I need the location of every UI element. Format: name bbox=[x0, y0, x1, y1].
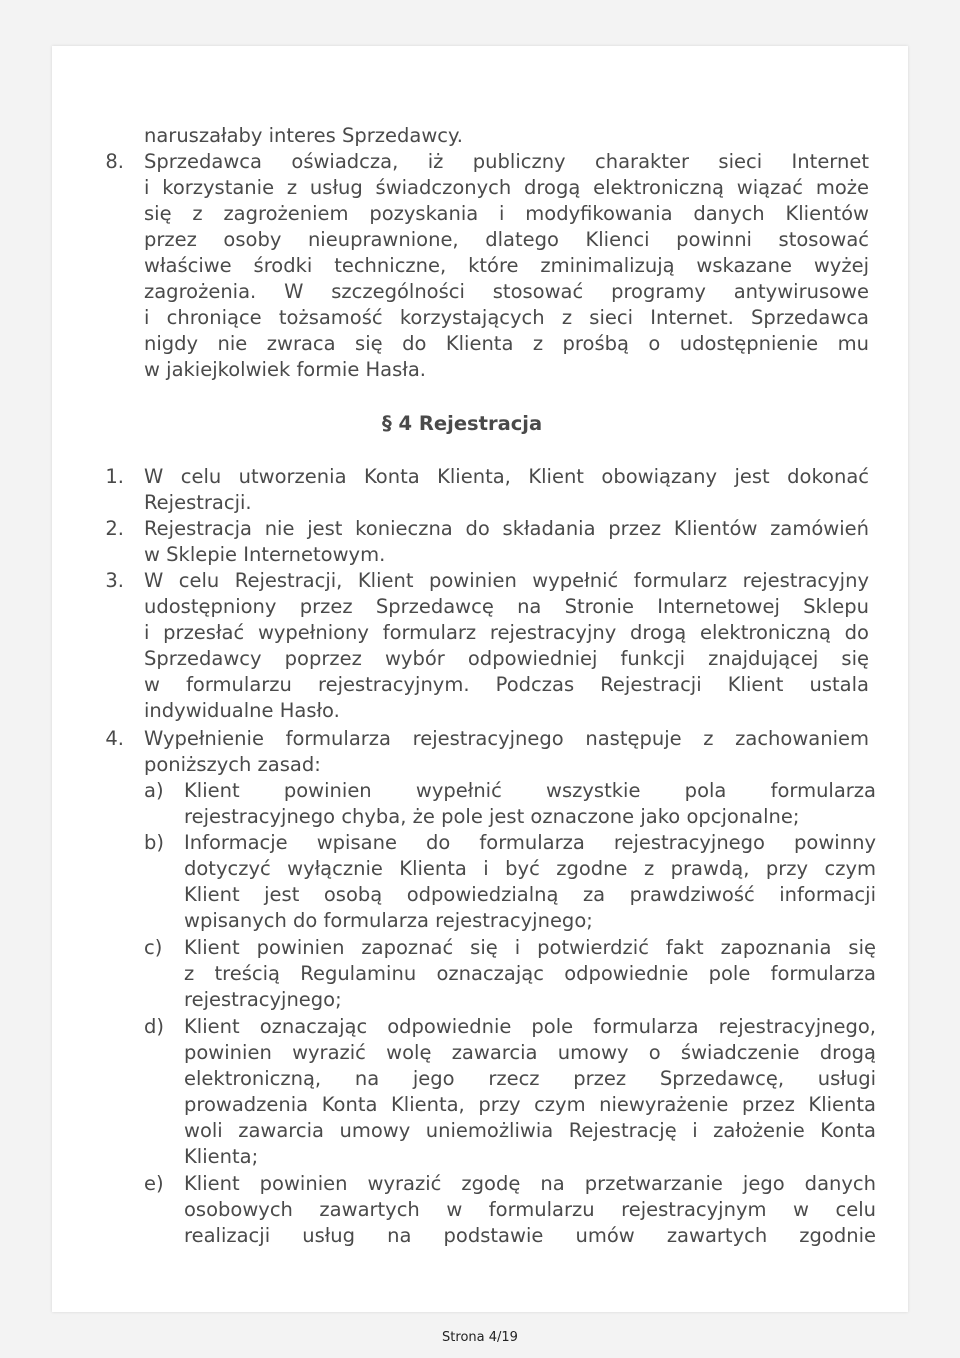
text-line: wpisanych do formularza rejestracyjnego; bbox=[184, 909, 593, 932]
text-line: indywidualne Hasło. bbox=[144, 699, 340, 722]
text-line: rejestracyjnego chyba, że pole jest oznaczone jako opcjonalne; bbox=[184, 805, 800, 828]
text-line: Rejestracji. bbox=[144, 491, 252, 514]
list-number: 1. bbox=[105, 465, 124, 488]
text-line: właściwe środki techniczne, które zminimalizują wskazane wyżej bbox=[144, 254, 869, 277]
list-number: 8. bbox=[105, 150, 124, 173]
text-line: prowadzenia Konta Klienta, przy czym niewyrażenie przez Klienta bbox=[184, 1093, 876, 1116]
text-line: w Sklepie Internetowym. bbox=[144, 543, 386, 566]
document-page bbox=[52, 46, 908, 1312]
text-line: i chroniące tożsamość korzystających z sieci Internet. Sprzedawca bbox=[144, 306, 869, 329]
text-line: naruszałaby interes Sprzedawcy. bbox=[144, 124, 463, 147]
list-letter: e) bbox=[144, 1172, 164, 1195]
text-line: Sprzedawca oświadcza, iż publiczny charakter sieci Internet bbox=[144, 150, 869, 173]
text-line: woli zawarcia umowy uniemożliwia Rejestrację i założenie Konta bbox=[184, 1119, 876, 1142]
text-line: poniższych zasad: bbox=[144, 753, 321, 776]
text-line: w jakiejkolwiek formie Hasła. bbox=[144, 358, 426, 381]
text-line: dotyczyć wyłącznie Klienta i być zgodne z prawdą, przy czym bbox=[184, 857, 876, 880]
text-line: i przesłać wypełniony formularz rejestracyjny drogą elektroniczną do bbox=[144, 621, 869, 644]
text-line: Klient jest osobą odpowiedzialną za prawdziwość informacji bbox=[184, 883, 876, 906]
text-line: przez osoby nieuprawnione, dlatego Klienci powinni stosować bbox=[144, 228, 869, 251]
text-line: W celu Rejestracji, Klient powinien wypełnić formularz rejestracyjny bbox=[144, 569, 869, 592]
text-line: nigdy nie zwraca się do Klienta z prośbą o udostępnienie mu bbox=[144, 332, 869, 355]
text-line: Informacje wpisane do formularza rejestracyjnego powinny bbox=[184, 831, 876, 854]
text-line: realizacji usług na podstawie umów zawartych zgodnie bbox=[184, 1224, 876, 1247]
text-line: zagrożenia. W szczególności stosować programy antywirusowe bbox=[144, 280, 869, 303]
text-line: W celu utworzenia Konta Klienta, Klient obowiązany jest dokonać bbox=[144, 465, 869, 488]
text-line: elektroniczną, na jego rzecz przez Sprzedawcę, usługi bbox=[184, 1067, 876, 1090]
list-letter: a) bbox=[144, 779, 164, 802]
list-letter: d) bbox=[144, 1015, 164, 1038]
text-line: rejestracyjnego; bbox=[184, 988, 342, 1011]
section-heading: § 4 Rejestracja bbox=[382, 412, 543, 435]
list-number: 3. bbox=[105, 569, 124, 592]
text-line: w formularzu rejestracyjnym. Podczas Rejestracji Klient ustala bbox=[144, 673, 869, 696]
text-line: Rejestracja nie jest konieczna do składania przez Klientów zamówień bbox=[144, 517, 869, 540]
list-letter: c) bbox=[144, 936, 163, 959]
list-letter: b) bbox=[144, 831, 164, 854]
text-line: Wypełnienie formularza rejestracyjnego następuje z zachowaniem bbox=[144, 727, 869, 750]
text-line: Klient powinien wyrazić zgodę na przetwarzanie jego danych bbox=[184, 1172, 876, 1195]
text-line: osobowych zawartych w formularzu rejestracyjnym w celu bbox=[184, 1198, 876, 1221]
text-line: Sprzedawcy poprzez wybór odpowiedniej funkcji znajdującej się bbox=[144, 647, 869, 670]
text-line: Klienta; bbox=[184, 1145, 259, 1168]
text-line: Klient powinien zapoznać się i potwierdzić fakt zapoznania się bbox=[184, 936, 876, 959]
list-number: 2. bbox=[105, 517, 124, 540]
text-line: się z zagrożeniem pozyskania i modyfikowania danych Klientów bbox=[144, 202, 869, 225]
list-number: 4. bbox=[105, 727, 124, 750]
text-line: Klient powinien wypełnić wszystkie pola formularza bbox=[184, 779, 876, 802]
page-number: Strona 4/19 bbox=[442, 1330, 518, 1345]
text-line: powinien wyrazić wolę zawarcia umowy o świadczenie drogą bbox=[184, 1041, 876, 1064]
text-line: Klient oznaczając odpowiednie pole formularza rejestracyjnego, bbox=[184, 1015, 876, 1038]
text-line: z treścią Regulaminu oznaczając odpowiednie pole formularza bbox=[184, 962, 876, 985]
text-line: i korzystanie z usług świadczonych drogą elektroniczną wiązać może bbox=[144, 176, 869, 199]
text-line: udostępniony przez Sprzedawcę na Stronie Internetowej Sklepu bbox=[144, 595, 869, 618]
